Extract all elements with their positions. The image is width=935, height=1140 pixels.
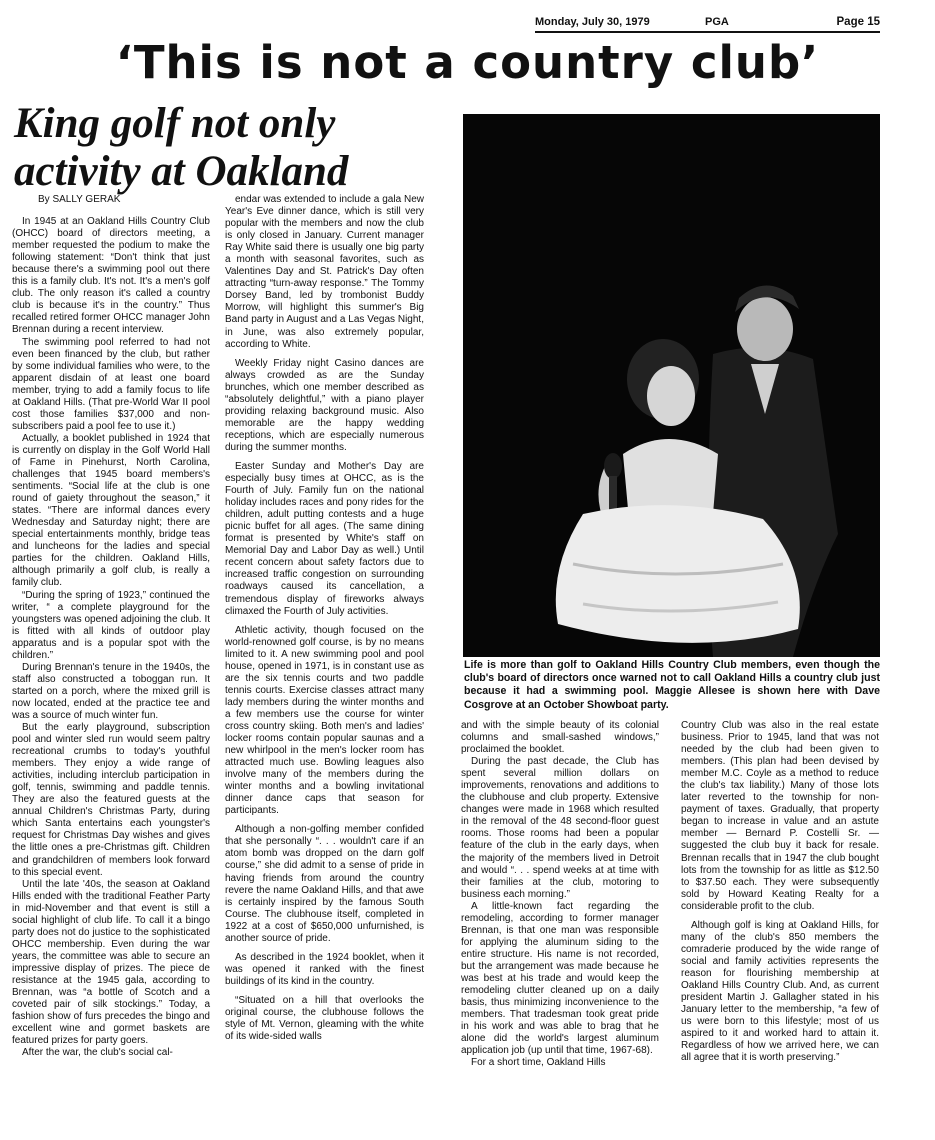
photo-caption: Life is more than golf to Oakland Hills Country Club members, even though the club's board of directors once warned not to call Oakland Hills a country club just because it had a swimming pool. Maggie Allesee is shown here with Dave Cosgrove at an October Showboat party. bbox=[464, 659, 880, 711]
paragraph: “During the spring of 1923,” continued the writer, “ a complete playground for the youngsters was opened adjoining the club. It is fitted with all kinds of outdoor play apparatus and is a popular spot with the children.” bbox=[12, 589, 210, 661]
paragraph: Athletic activity, though focused on the world-renowned golf course, is by no means limited to it. A new swimming pool and pool house, opened in 1971, is in constant use as are the six tennis courts and two paddle tennis courts. Exercise classes attract many lady members during the winter months and a few members use the course for winter cross country skiing. Both men's and ladies' locker rooms contain popular saunas and a new whirlpool in the men's locker room has attracted much use. Bowling leagues also involve many of the members during the winter months and a bowling invitational dinner dance caps that season for participants. bbox=[225, 624, 424, 817]
subheadline bbox=[14, 100, 444, 196]
page-number: Page 15 bbox=[836, 16, 880, 28]
paragraph: The swimming pool referred to had not even been financed by the club, but rather by some individual families who were, to the apparent disdain of at least one board member, trying to add a family focus to life at Oakland Hills. (That pre-World War II pool cost those families $37,000 and non-subscribers paid a pool fee to use it.) bbox=[12, 336, 210, 432]
paragraph: Actually, a booklet published in 1924 that is currently on display in the Golf World Hall of Fame in Pinehurst, North Carolina, challenges that 1945 board members's sentiments. “Social life at the club is one round of gaiety throughout the season,” it states. “There are informal dances every Wednesday and Saturday night; there are special entertainments monthly, bridge teas and luncheons for the ladies and special parties for the children. Oakland Hills, although primarily a golf club, is really a family club. bbox=[12, 432, 210, 589]
byline: By SALLY GERAK bbox=[38, 194, 121, 205]
section-name: PGA bbox=[705, 16, 729, 28]
article-column-2 bbox=[225, 194, 424, 1043]
paragraph: “Situated on a hill that overlooks the original course, the clubhouse follows the style of Mt. Vernon, gleaming with the white of its wide-sided walls bbox=[225, 994, 424, 1043]
headline: ‘This is not a country club’ bbox=[115, 36, 820, 89]
paragraph: During Brennan's tenure in the 1940s, the staff also constructed a toboggan run. It started on a porch, where the mixed grill is now located, ended at the practice tee and was a source of much winter fun. bbox=[12, 661, 210, 721]
photo-illustration bbox=[463, 114, 880, 657]
paragraph: A little-known fact regarding the remodeling, according to former manager Brennan, is that one man was responsible for applying the aluminum siding to the entire structure. His name is not recorded, but the arrangement was made because he was best at his trade and would keep the remodeling clutter cleaned up on a daily basis, thus minimizing inconvenience to the members. That tradesman took great pride in his work and was able to brag that he alone did the world's largest aluminum application job (up until that time, 1967-68). bbox=[461, 900, 659, 1057]
article-column-1 bbox=[12, 194, 210, 1059]
paragraph: Although a non-golfing member confided that she personally “. . . wouldn't care if an atom bomb was dropped on the darn golf course,” she did admit to a sense of pride in having friends from around the country revere the name Oakland Hills, and that awe is certainly inspired by the famous South Course. The clubhouse itself, completed in 1922 at a cost of $650,000 unfurnished, is another source of pride. bbox=[225, 824, 424, 944]
paragraph: Country Club was also in the real estate business. Prior to 1945, land that was not needed by the club had been given to members. (This plan had been devised by member M.C. Coyle as a method to reduce the club's tax liability.) Many of those lots later reverted to the township for non-payment of taxes. Gradually, that property began to increase in value and an astute member — Bernard P. Costelli Sr. — suggested the club buy it back for resale. Brennan recalls that in 1947 the club bought lots from the township for as little as $12.50 to $37.50 each. They were subsequently sold by Howard Keating Realty for a considerable profit to the club. bbox=[681, 720, 879, 912]
paragraph: Until the late '40s, the season at Oakland Hills ended with the traditional Feather Party in mid-November and that event is still a social highlight of club life. To call it a bingo party does not do justice to the sophisticated OHCC membership. Even during the war years, the committee was able to secure an impressive display of prizes. The piece de resistance at the 1945 gala, according to Brennan, was “a bottle of Scotch and a coveted pair of silk stockings.” Today, a fashion show of furs precedes the bingo and excellent wine and gormet baskets are featured prizes for party goers. bbox=[12, 878, 210, 1047]
page-header bbox=[535, 14, 880, 32]
paragraph: But the early playground, subscription pool and winter sled run would seem paltry recreational crumbs to today's youthful members. They enjoy a wide range of activities, including interclub participation in golf, tennis, swimming and paddle tennis. They are also the featured guests at the annual Children's Christmas Party, during which Santa entertains each youngster's request for Christmas Day wishes and gives the little ones a pre-Christmas gift. Children and grandchildren of members look forward to this special event. bbox=[12, 722, 210, 878]
subheadline-line-2: activity at Oakland bbox=[14, 148, 349, 195]
article-column-3 bbox=[461, 720, 659, 1069]
paragraph: For a short time, Oakland Hills bbox=[471, 1057, 606, 1069]
article-column-4 bbox=[681, 720, 879, 1064]
header-rule bbox=[535, 31, 880, 33]
paragraph: and with the simple beauty of its colonial columns and small-sashed windows,” proclaimed the booklet. bbox=[461, 720, 659, 756]
paragraph: Easter Sunday and Mother's Day are especially busy times at OHCC, as is the Fourth of July. Family fun on the national holiday includes races and pony rides for the children, adult putting contests and a huge picnic buffet for all ages. (The same dining format is presented by White's staff on Memorial Day and Labor Day as well.) Until recent concern about safety factors due to increased traffic congestion on surrounding roadways caused its cancellation, a tremendous display of fireworks always climaxed the Fourth of July activities. bbox=[225, 460, 424, 617]
event-photo bbox=[463, 114, 880, 657]
paragraph: Although golf is king at Oakland Hills, for many of the club's 850 members the comraderie produced by the wide range of social and family activities represents the reason for flourishing membership at Oakland Hills Country Club. And, as current president Martin J. Gallagher stated in his January letter to the membership, “a few of us were born to this lifestyle; most of us aspired to it and worked hard to attain it. Regardless of how we arrived here, we can all agree that it is worth preserving.” bbox=[681, 919, 879, 1064]
paragraph: As described in the 1924 booklet, when it was opened it ranked with the finest buildings of its kind in the country. bbox=[225, 951, 424, 987]
paragraph: Weekly Friday night Casino dances are always crowded as are the Sunday brunches, which one member described as “absolutely delightful,” with a piano player providing relaxing background music. Also memorable are the happy wedding receptions, which are especially numerous during the summer months. bbox=[225, 357, 424, 453]
subheadline-line-1: King golf not only bbox=[14, 100, 336, 147]
paragraph: During the past decade, the Club has spent several million dollars on improvements, renovations and additions to the clubhouse and club property. Extensive changes were made in 1968 which resulted in the removal of the 48 second-floor guest rooms. Those rooms had been a popular feature of the club in the early days, when the majority of the members lived in Detroit and would “. . . spend weeks at at time with their families at the club, motoring to business each morning.” bbox=[461, 756, 659, 900]
paragraph: After the war, the club's social cal- bbox=[22, 1047, 173, 1059]
issue-date: Monday, July 30, 1979 bbox=[535, 16, 650, 28]
paragraph: In 1945 at an Oakland Hills Country Club (OHCC) board of directors meeting, a member requested the podium to make the following statement: “Don't think that just because there's a swimming pool out there this is a family club. It's not. It's a men's golf club. The only reason it's called a country club is because it's in the country.” Thus recalled retired former OHCC manager John Brennan during a recent interview. bbox=[12, 216, 210, 336]
paragraph: endar was extended to include a gala New Year's Eve dinner dance, which is still very popular with the members and now the club is only closed in January. Current manager Ray White said there is usually one big party a month with seasonal favorites, such as Valentines Day and St. Patrick's Day often attracting “turn-away response.” The Tommy Dorsey Band, led by trombonist Buddy Morrow, will highlight this summer's Big Band party in August and a Las Vegas Night, in June, was also extremely popular, according to White. bbox=[225, 194, 424, 350]
